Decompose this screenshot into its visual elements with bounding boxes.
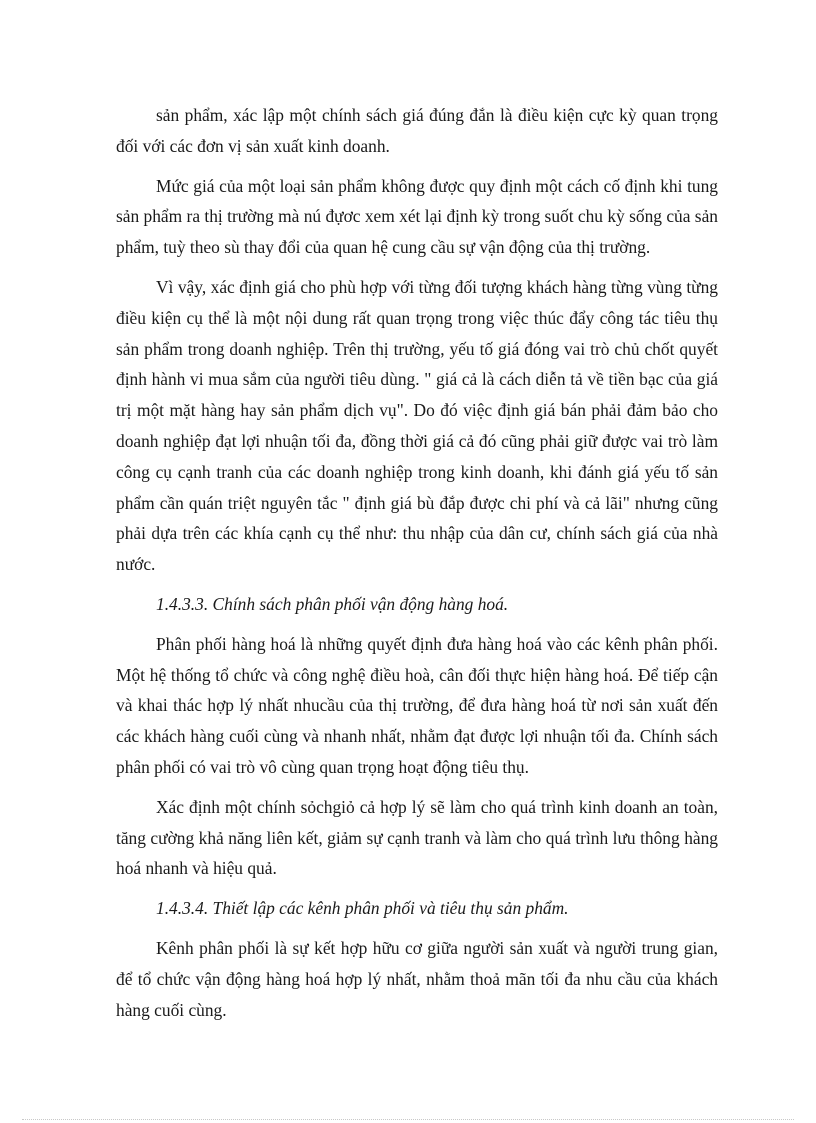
paragraph-pricing-policy: Xác định một chính sỏchgiỏ cả hợp lý sẽ làm cho quá trình kinh doanh an toàn, tăng cường khả năng liên kết, giảm sự cạnh tranh và làm cho quá trình lưu thông hàng hoá nhanh và hiệu quả. [116,796,718,879]
paragraph-distribution: Phân phối hàng hoá là những quyết định đưa hàng hoá vào các kênh phân phối. Một hệ thống tổ chức và công nghệ điều hoà, cân đối thực hiện hàng hoá. Để tiếp cận và khai thác hợp lý nhất nhucầu của thị trường, để đưa hàng hoá từ nơi sản xuất đến các khách hàng cuối cùng và nhanh nhất, nhằm đạt được lợi nhuận tối đa. Chính sách phân phối có vai trò vô cùng quan trọng hoạt động tiêu thụ. [116,633,718,777]
section-heading-distribution-policy: 1.4.3.3. Chính sách phân phối vận động hàng hoá. [156,593,509,614]
paragraph-distribution-channel: Kênh phân phối là sự kết hợp hữu cơ giữa người sản xuất và người trung gian, để tổ chức vận động hàng hoá hợp lý nhất, nhằm thoả mãn tối đa nhu cầu của khách hàng cuối cùng. [116,937,718,1020]
paragraph-price-determination: Vì vậy, xác định giá cho phù hợp với từng đối tượng khách hàng từng vùng từng điều kiện cụ thể là một nội dung rất quan trọng trong việc thúc đẩy công tác tiêu thụ sản phẩm trong doanh nghiệp. Trên thị trường, yếu tố giá đóng vai trò chủ chốt quyết định hành vi mua sắm của người tiêu dùng. " giá cả là cách diễn tả về tiền bạc của giá trị một mặt hàng hay sản phẩm dịch vụ". Do đó việc định giá bán phải đảm bảo cho doanh nghiệp đạt lợi nhuận tối đa, đồng thời giá cả đó cũng phải giữ được vai trò làm công cụ cạnh tranh của các doanh nghiệp trong kinh doanh, khi đánh giá yếu tố sản phẩm cần quán triệt nguyên tắc " định giá bù đắp được chi phí và cả lãi" nhưng cũng phải dựa trên các khía cạnh cụ thể như: thu nhập của dân cư, chính sách giá của nhà nước. [116,276,718,575]
paragraph-pricing-importance: sản phẩm, xác lập một chính sách giá đúng đắn là điều kiện cực kỳ quan trọng đối với các đơn vị sản xuất kinh doanh. [116,105,718,156]
document-body [116,100,718,1034]
paragraph-price-level: Mức giá của một loại sản phẩm không được quy định một cách cố định khi tung sản phẩm ra thị trường mà nú đựơc xem xét lại định kỳ trong suốt chu kỳ sống của sản phẩm, tuỳ theo sù thay đổi của quan hệ cung cầu sự vận động của thị trường. [116,175,718,258]
section-heading-distribution-channels: 1.4.3.4. Thiết lập các kênh phân phối và tiêu thụ sản phẩm. [156,898,569,919]
page-bottom-divider [22,1119,794,1120]
